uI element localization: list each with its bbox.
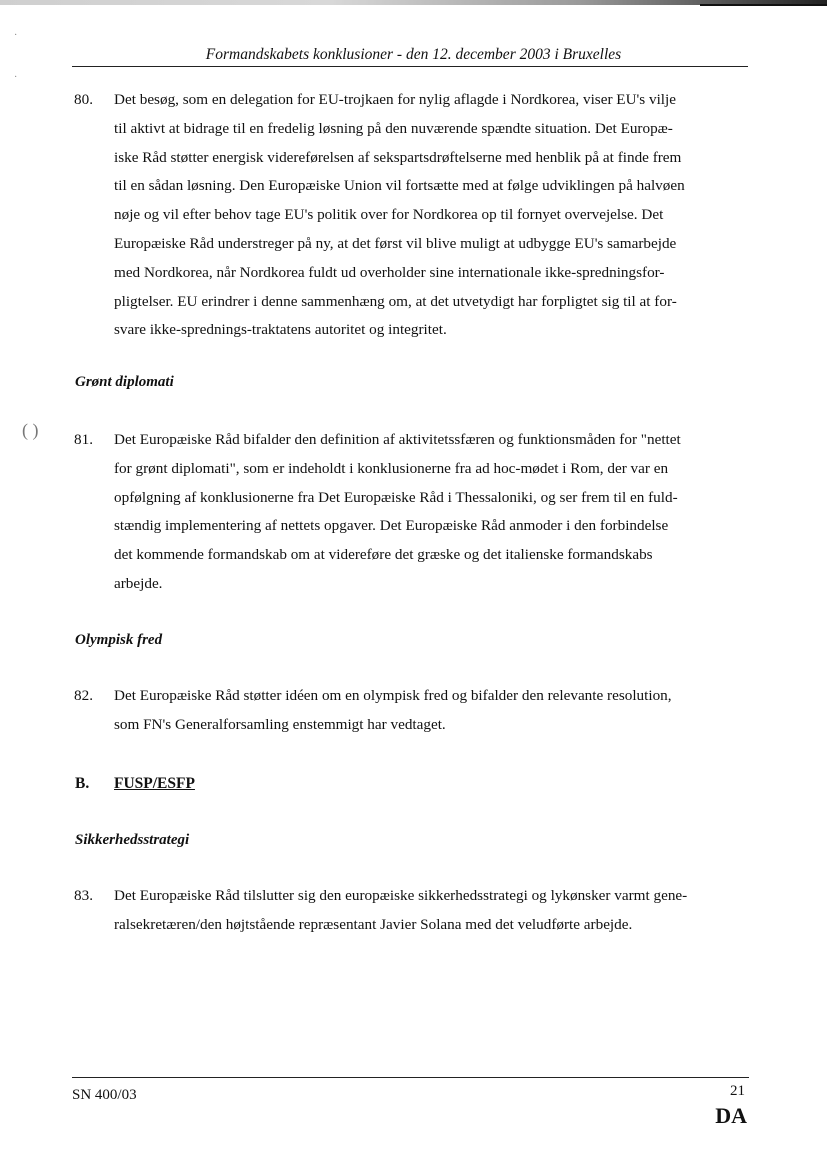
- paragraph-82: [74, 682, 746, 740]
- paragraph-83: [74, 882, 746, 940]
- paragraph-line: med Nordkorea, når Nordkorea fuldt ud overholder sine internationale ikke-spredningsfor-: [114, 263, 665, 281]
- scan-edge-dark: [700, 4, 827, 6]
- paragraph-number: 80.: [74, 91, 93, 108]
- paragraph-line: Det Europæiske Råd tilslutter sig den europæiske sikkerhedsstrategi og lykønsker varmt gene-: [114, 887, 688, 904]
- paragraph-line: ralsekretæren/den højtstående repræsentant Javier Solana med det veludførte arbejde.: [114, 915, 633, 933]
- paragraph-number: 82.: [74, 687, 93, 704]
- paragraph-80: [74, 86, 746, 345]
- subheading-olympisk-fred: Olympisk fred: [75, 632, 163, 648]
- paragraph-line: Det Europæiske Råd støtter idéen om en olympisk fred og bifalder den relevante resolution,: [114, 687, 672, 704]
- document-reference: SN 400/03: [72, 1087, 137, 1103]
- paragraph-line: svare ikke-sprednings-traktatens autoritet og integritet.: [114, 321, 447, 339]
- paragraph-line: Det Europæiske Råd bifalder den definition af aktivitetssfæren og funktionsmåden for "nettet: [114, 431, 681, 448]
- scan-speck: ·: [14, 30, 18, 41]
- page-number: 21: [730, 1083, 745, 1099]
- paragraph-line: pligtelser. EU erindrer i denne sammenhæng om, at det utvetydigt har forpligtet sig til at for-: [114, 292, 677, 310]
- paragraph-line: opfølgning af konklusionerne fra Det Europæiske Råd i Thessaloniki, og ser frem til en fuld-: [114, 488, 678, 506]
- paragraph-line: stændig implementering af nettets opgaver. Det Europæiske Råd anmoder i den forbindelse: [114, 517, 669, 535]
- paragraph-number: 83.: [74, 887, 93, 904]
- footer-rule: [72, 1077, 749, 1078]
- header-rule: [72, 66, 748, 67]
- scan-speck: ·: [14, 72, 18, 83]
- subheading-sikkerhedsstrategi: Sikkerhedsstrategi: [75, 832, 190, 848]
- paragraph-line: Europæiske Råd understreger på ny, at det først vil blive muligt at udbygge EU's samarbejde: [114, 234, 677, 252]
- paragraph-line: nøje og vil efter behov tage EU's politik over for Nordkorea op til fornyet overvejelse. Det: [114, 206, 664, 224]
- paragraph-line: til en sådan løsning. Den Europæiske Union vil fortsætte med at følge udviklingen på halvøen: [114, 177, 685, 195]
- paragraph-line: Det besøg, som en delegation for EU-trojkaen for nylig aflagde i Nordkorea, viser EU's vilje: [114, 91, 676, 108]
- paragraph-number: 81.: [74, 431, 93, 448]
- paragraph-line: arbejde.: [114, 574, 163, 592]
- paragraph-line: det kommende formandskab om at videreføre det græske og det italienske formandskabs: [114, 546, 653, 564]
- paragraph-81: [74, 426, 746, 599]
- section-letter: B.: [75, 775, 90, 792]
- running-header: Formandskabets konklusioner - den 12. december 2003 i Bruxelles: [205, 46, 622, 63]
- scan-hole-mark: ( ): [22, 420, 39, 440]
- language-code: DA: [715, 1103, 747, 1128]
- section-title: FUSP/ESFP: [114, 775, 195, 792]
- paragraph-line: som FN's Generalforsamling enstemmigt har vedtaget.: [114, 715, 446, 733]
- subheading-gront-diplomati: Grønt diplomati: [75, 374, 174, 390]
- paragraph-line: til aktivt at bidrage til en fredelig løsning på den nuværende spændte situation. Det Europæ-: [114, 119, 673, 137]
- paragraph-line: iske Råd støtter energisk videreførelsen af sekspartsdrøftelserne med henblik på at finde frem: [114, 148, 682, 166]
- paragraph-line: for grønt diplomati", som er indeholdt i konklusionerne fra ad hoc-mødet i Rom, der var en: [114, 459, 669, 477]
